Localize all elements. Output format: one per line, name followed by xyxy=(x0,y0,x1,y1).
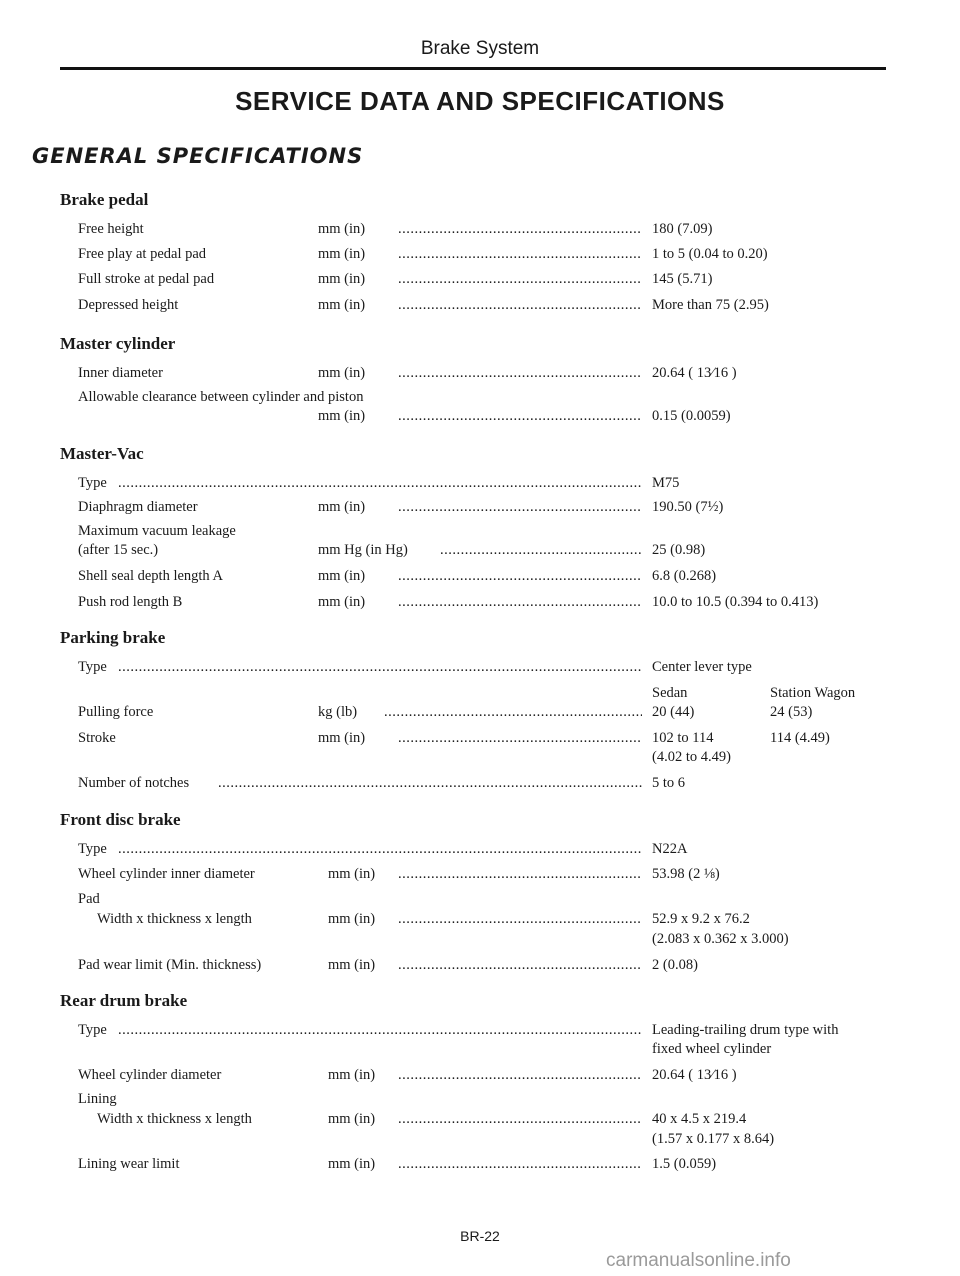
spec-label: Free play at pedal pad xyxy=(78,246,207,262)
spec-value: 2 (0.08) xyxy=(652,957,698,973)
spec-row xyxy=(0,658,960,676)
front-disc-brake-title: Front disc brake xyxy=(60,810,181,829)
spec-row xyxy=(0,407,960,425)
dot-leader xyxy=(398,1155,642,1173)
spec-row xyxy=(0,474,960,492)
spec-row-continuation xyxy=(0,1040,960,1058)
spec-row-continuation xyxy=(0,748,960,766)
spec-label: Pulling force xyxy=(78,704,154,720)
spec-value: 180 (7.09) xyxy=(652,221,713,237)
spec-unit: mm (in) xyxy=(328,957,376,973)
spec-unit: kg (lb) xyxy=(318,704,358,720)
spec-value-line2: (2.083 x 0.362 x 3.000) xyxy=(652,931,789,947)
spec-value: 20 (44) xyxy=(652,704,695,720)
spec-unit: mm (in) xyxy=(328,911,376,927)
spec-value: More than 75 (2.95) xyxy=(652,297,769,313)
spec-row xyxy=(0,364,960,382)
dot-leader xyxy=(398,956,642,974)
spec-value: 52.9 x 9.2 x 76.2 xyxy=(652,911,750,927)
spec-label: Type xyxy=(78,841,107,857)
rear-drum-brake-title: Rear drum brake xyxy=(60,991,188,1010)
dot-leader xyxy=(118,474,642,492)
spec-value-line2: fixed wheel cylinder xyxy=(652,1041,772,1057)
spec-row xyxy=(0,910,960,928)
spec-value-line2: (1.57 x 0.177 x 8.64) xyxy=(652,1131,775,1147)
page-header: Brake System xyxy=(420,38,540,59)
dot-leader xyxy=(398,245,642,263)
dot-leader xyxy=(398,865,642,883)
spec-value: 190.50 (7½) xyxy=(652,499,724,515)
spec-value: 5 to 6 xyxy=(652,775,686,791)
dot-leader xyxy=(398,1110,642,1128)
column-header-wagon: Station Wagon xyxy=(770,685,856,701)
spec-label: Maximum vacuum leakage xyxy=(78,523,236,539)
spec-row xyxy=(0,1021,960,1039)
spec-unit: mm (in) xyxy=(328,1111,376,1127)
spec-value: 145 (5.71) xyxy=(652,271,713,287)
spec-value: 1 to 5 (0.04 to 0.20) xyxy=(652,246,768,262)
spec-row xyxy=(0,703,960,721)
header-rule xyxy=(60,67,886,70)
dot-leader xyxy=(398,593,642,611)
dot-leader xyxy=(398,1066,642,1084)
dot-leader xyxy=(118,840,642,858)
spec-value: Leading-trailing drum type with xyxy=(652,1022,839,1038)
spec-row-continuation xyxy=(0,930,960,948)
spec-value: 102 to 114 xyxy=(652,730,714,746)
spec-row xyxy=(0,245,960,263)
spec-label: Pad wear limit (Min. thickness) xyxy=(78,957,262,973)
spec-label: Push rod length B xyxy=(78,594,183,610)
spec-label: Type xyxy=(78,1022,107,1038)
spec-label: Pad xyxy=(78,891,100,907)
spec-unit: mm (in) xyxy=(318,297,366,313)
dot-leader xyxy=(398,296,642,314)
spec-row xyxy=(0,270,960,288)
spec-unit: mm (in) xyxy=(318,408,366,424)
spec-value: 0.15 (0.0059) xyxy=(652,408,731,424)
spec-value: Center lever type xyxy=(652,659,752,675)
spec-row xyxy=(0,593,960,611)
spec-row xyxy=(0,1155,960,1173)
spec-row xyxy=(0,296,960,314)
spec-row xyxy=(0,865,960,883)
spec-label: Inner diameter xyxy=(78,365,163,381)
spec-value: M75 xyxy=(652,475,680,491)
spec-label: Free height xyxy=(78,221,144,237)
dot-leader xyxy=(384,703,642,721)
spec-label: Type xyxy=(78,659,107,675)
spec-label: Allowable clearance between cylinder and piston xyxy=(78,389,364,405)
section-heading: GENERAL SPECIFICATIONS xyxy=(32,144,364,168)
spec-label-line2: (after 15 sec.) xyxy=(78,542,159,558)
brake-pedal-title: Brake pedal xyxy=(60,190,149,209)
spec-row xyxy=(0,840,960,858)
spec-value: 6.8 (0.268) xyxy=(652,568,717,584)
dot-leader xyxy=(398,270,642,288)
spec-row xyxy=(0,498,960,516)
spec-label: Wheel cylinder inner diameter xyxy=(78,866,255,882)
spec-row xyxy=(0,729,960,747)
spec-unit: mm (in) xyxy=(318,499,366,515)
dot-leader xyxy=(118,1021,642,1039)
dot-leader xyxy=(440,541,642,559)
page-title: SERVICE DATA AND SPECIFICATIONS xyxy=(235,86,725,116)
spec-row xyxy=(0,541,960,559)
spec-value-line2: (4.02 to 4.49) xyxy=(652,749,731,765)
spec-value: 20.64 ( 13⁄16 ) xyxy=(652,1067,737,1083)
spec-unit: mm (in) xyxy=(318,730,366,746)
spec-label: Depressed height xyxy=(78,297,179,313)
dot-leader xyxy=(218,774,642,792)
spec-value-wagon: 24 (53) xyxy=(770,704,813,720)
spec-unit: mm (in) xyxy=(328,1156,376,1172)
dot-leader xyxy=(398,407,642,425)
spec-value: 1.5 (0.059) xyxy=(652,1156,717,1172)
spec-label: Full stroke at pedal pad xyxy=(78,271,215,287)
spec-value: 53.98 (2 ⅛) xyxy=(652,866,720,882)
parking-brake-title: Parking brake xyxy=(60,628,166,647)
spec-label: Lining wear limit xyxy=(78,1156,180,1172)
spec-label: Lining xyxy=(78,1091,117,1107)
spec-value: 10.0 to 10.5 (0.394 to 0.413) xyxy=(652,594,819,610)
master-cylinder-title: Master cylinder xyxy=(60,334,176,353)
spec-label: Diaphragm diameter xyxy=(78,499,198,515)
spec-unit: mm (in) xyxy=(318,271,366,287)
spec-row-continuation xyxy=(0,1130,960,1148)
column-header-sedan: Sedan xyxy=(652,685,688,701)
column-header-row xyxy=(0,684,960,702)
spec-row xyxy=(0,1066,960,1084)
spec-row xyxy=(0,1110,960,1128)
spec-unit: mm (in) xyxy=(318,594,366,610)
spec-row xyxy=(0,567,960,585)
spec-label: Shell seal depth length A xyxy=(78,568,223,584)
spec-unit: mm (in) xyxy=(318,365,366,381)
spec-unit: mm (in) xyxy=(328,866,376,882)
spec-value: N22A xyxy=(652,841,688,857)
spec-unit: mm (in) xyxy=(328,1067,376,1083)
spec-row xyxy=(0,220,960,238)
spec-sublabel: Width x thickness x length xyxy=(97,911,252,927)
dot-leader xyxy=(398,220,642,238)
spec-unit: mm (in) xyxy=(318,246,366,262)
page-number: BR-22 xyxy=(460,1228,500,1244)
spec-unit: mm (in) xyxy=(318,568,366,584)
spec-unit: mm (in) xyxy=(318,221,366,237)
spec-row xyxy=(0,774,960,792)
dot-leader xyxy=(398,910,642,928)
master-vac-title: Master-Vac xyxy=(60,444,144,463)
dot-leader xyxy=(118,658,642,676)
dot-leader xyxy=(398,567,642,585)
spec-label: Stroke xyxy=(78,730,116,746)
spec-value: 20.64 ( 13⁄16 ) xyxy=(652,365,737,381)
dot-leader xyxy=(398,729,642,747)
spec-label: Number of notches xyxy=(78,775,190,791)
spec-sublabel: Width x thickness x length xyxy=(97,1111,252,1127)
spec-value: 40 x 4.5 x 219.4 xyxy=(652,1111,747,1127)
watermark: carmanualsonline.info xyxy=(606,1250,791,1271)
spec-label: Type xyxy=(78,475,107,491)
spec-value-wagon: 114 (4.49) xyxy=(770,730,830,746)
spec-value: 25 (0.98) xyxy=(652,542,706,558)
spec-label: Wheel cylinder diameter xyxy=(78,1067,222,1083)
spec-row xyxy=(0,956,960,974)
dot-leader xyxy=(398,498,642,516)
spec-unit: mm Hg (in Hg) xyxy=(318,542,408,558)
dot-leader xyxy=(398,364,642,382)
